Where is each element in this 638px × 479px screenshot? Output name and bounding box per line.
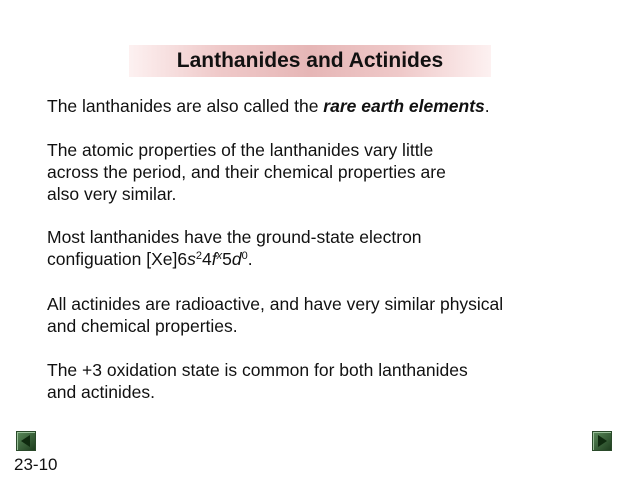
- p4-line-2: and chemical properties.: [47, 316, 238, 336]
- p2-line-1: The atomic properties of the lanthanides vary little: [47, 140, 434, 160]
- p4-line-1: All actinides are radioactive, and have very similar physical: [47, 294, 504, 314]
- p1-text: The lanthanides are also called the: [47, 96, 324, 116]
- slide-title: Lanthanides and Actinides: [176, 49, 444, 72]
- p3-f: f: [211, 249, 217, 269]
- p3-five: 5: [222, 249, 232, 269]
- p3-d: d: [231, 249, 242, 269]
- p3-d-exponent: 0: [241, 250, 248, 262]
- p5-line-1: The +3 oxidation state is common for both lanthanides: [47, 360, 468, 380]
- next-slide-button[interactable]: [592, 431, 612, 451]
- p2-line-3: also very similar.: [47, 184, 177, 204]
- paragraph-actinides-radioactive: [47, 293, 503, 337]
- p3-s-exponent: 2: [195, 250, 202, 262]
- p3-end: .: [247, 249, 253, 269]
- paragraph-electron-configuration: [47, 226, 422, 270]
- previous-slide-button[interactable]: [16, 431, 36, 451]
- paragraph-rare-earth: [47, 95, 490, 117]
- slide-number: 23-10: [14, 455, 58, 474]
- p3-line-1: Most lanthanides have the ground-state electron: [47, 227, 422, 247]
- p1-end: .: [484, 96, 490, 116]
- paragraph-atomic-properties: [47, 139, 446, 205]
- p1-emphasis: rare earth elements: [323, 96, 485, 116]
- paragraph-oxidation-state: [47, 359, 468, 403]
- triangle-right-icon: [593, 432, 611, 450]
- p5-line-2: and actinides.: [47, 382, 155, 402]
- p2-line-2: across the period, and their chemical properties are: [47, 162, 446, 182]
- p3-four: 4: [201, 249, 212, 269]
- p3-f-exponent: x: [216, 250, 223, 262]
- triangle-left-icon: [17, 432, 35, 450]
- p3-s: s: [187, 249, 196, 269]
- p3-config-prefix: configuation [Xe]6: [47, 249, 188, 269]
